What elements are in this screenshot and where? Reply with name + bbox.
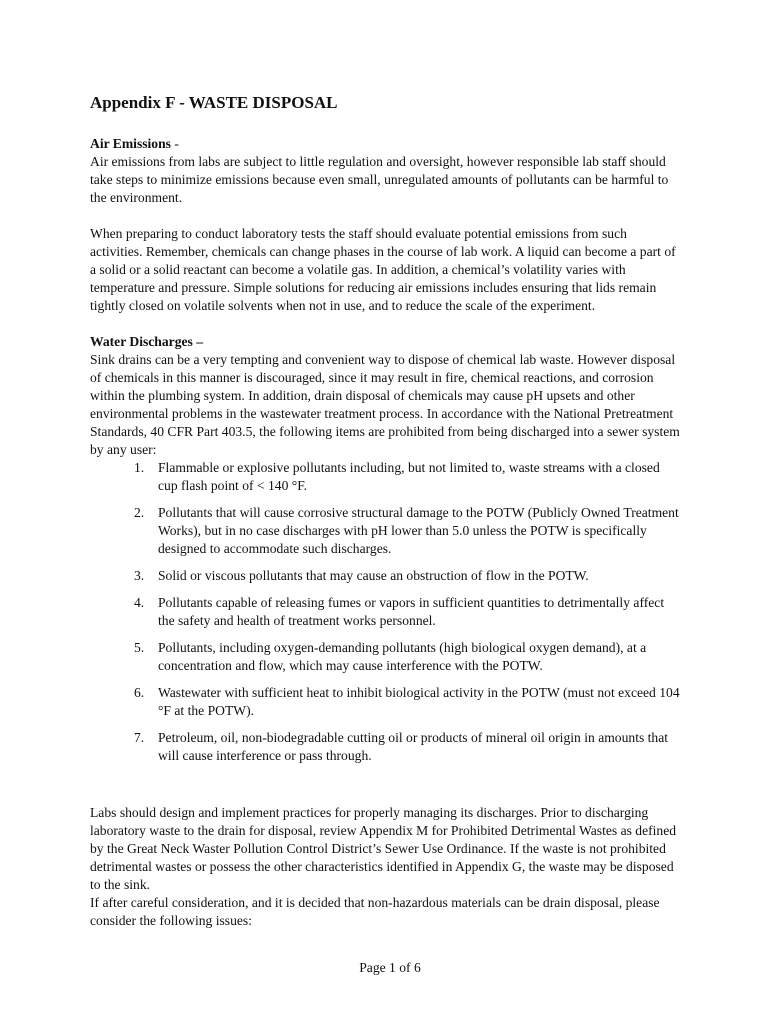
list-item-number: 6.: [134, 685, 145, 700]
water-discharges-heading: [90, 333, 680, 351]
list-item-text: Solid or viscous pollutants that may cause an obstruction of flow in the POTW.: [158, 568, 589, 583]
document-page: [90, 0, 690, 1024]
air-emissions-heading: [90, 135, 680, 153]
list-item: [90, 567, 680, 585]
water-discharges-paragraph-1: Sink drains can be a very tempting and convenient way to dispose of chemical lab waste. However disposal of chemicals in this manner is discouraged, since it may result in fire, chemical reactions, and corrosion within the plumbing system. In addition, drain disposal of chemicals may cause pH upsets and other environmental problems in the wastewater treatment process. In accordance with the National Pretreatment Standards, 40 CFR Part 403.5, the following items are prohibited from being discharged into a sewer system by any user:: [90, 352, 680, 457]
air-emissions-paragraph-2: When preparing to conduct laboratory tests the staff should evaluate potential emissions from such activities. Remember, chemicals can change phases in the course of lab work. A liquid can become a part of a solid or a solid reactant can become a volatile gas. In addition, a chemical’s volatility varies with temperature and pressure. Simple solutions for reducing air emissions includes ensuring that lids remain tightly closed on volatile solvents when not in use, and to reduce the scale of the experiment.: [90, 226, 676, 313]
document-body: [90, 135, 680, 930]
prohibited-items-list: [90, 459, 680, 765]
air-emissions-paragraph-1: Air emissions from labs are subject to little regulation and oversight, however responsible lab staff should take steps to minimize emissions because even small, unregulated amounts of pollutants can be harmful to the environment.: [90, 154, 669, 205]
list-item-number: 5.: [134, 640, 145, 655]
list-item-text: Petroleum, oil, non-biodegradable cutting oil or products of mineral oil origin in amounts that will cause interference or pass through.: [158, 730, 669, 763]
list-item-number: 7.: [134, 730, 145, 745]
list-item-number: 2.: [134, 505, 145, 520]
list-item: [90, 459, 680, 495]
list-item: [90, 504, 680, 558]
water-discharges-heading-text: Water Discharges: [90, 334, 193, 349]
list-item: [90, 594, 680, 630]
list-item: [90, 729, 680, 765]
water-discharges-paragraph-2: Labs should design and implement practices for properly managing its discharges. Prior to discharging laboratory waste to the drain for disposal, review Appendix M for Prohibited Detrimental Wastes as defined by the Great Neck Waster Pollution Control District’s Sewer Use Ordinance. If the waste is not prohibited detrimental wastes or possess the other characteristics identified in Appendix G, the waste may be disposed to the sink.: [90, 805, 677, 892]
list-item-text: Pollutants, including oxygen-demanding pollutants (high biological oxygen demand), at a concentration and flow, which may cause interference with the POTW.: [158, 640, 647, 673]
list-item-number: 3.: [134, 568, 145, 583]
list-item: [90, 684, 680, 720]
water-discharges-paragraph-3: If after careful consideration, and it is decided that non-hazardous materials can be drain disposal, please consider the following issues:: [90, 895, 660, 928]
air-emissions-heading-suffix: -: [170, 136, 179, 151]
list-item-number: 1.: [134, 460, 145, 475]
air-emissions-heading-text: Air Emissions: [90, 136, 171, 151]
list-item: [90, 639, 680, 675]
list-item-text: Wastewater with sufficient heat to inhibit biological activity in the POTW (must not exceed 104 °F at the POTW).: [158, 685, 680, 718]
list-item-text: Pollutants capable of releasing fumes or vapors in sufficient quantities to detrimentally affect the safety and health of treatment works personnel.: [158, 595, 665, 628]
list-item-text: Flammable or explosive pollutants including, but not limited to, waste streams with a closed cup flash point of < 140 °F.: [158, 460, 660, 493]
water-discharges-heading-suffix: –: [192, 334, 204, 349]
list-item-text: Pollutants that will cause corrosive structural damage to the POTW (Publicly Owned Treatment Works), but in no case discharges with pH lower than 5.0 unless the POTW is specifically designed to accommodate such discharges.: [158, 505, 679, 556]
list-item-number: 4.: [134, 595, 145, 610]
page-number-footer: Page 1 of 6: [359, 960, 421, 975]
document-title: Appendix F - WASTE DISPOSAL: [90, 93, 338, 112]
